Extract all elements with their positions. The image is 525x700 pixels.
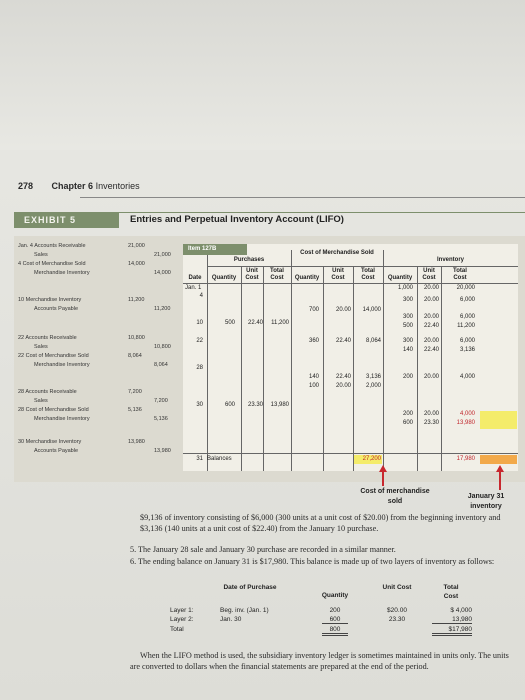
inv-qty: 200 <box>402 411 413 417</box>
column-header-quantity: Quantity <box>211 275 237 281</box>
summary-unit: 23.30 <box>388 616 406 623</box>
journal-account: Merchandise Inventory <box>34 270 90 276</box>
journal-debit: 21,000 <box>128 243 145 249</box>
column-divider <box>353 266 354 471</box>
journal-line <box>18 389 198 398</box>
journal-line <box>18 270 198 279</box>
summary-total-label: Total <box>170 626 184 633</box>
journal-entry <box>18 243 198 279</box>
journal-account: Merchandise Inventory <box>34 416 90 422</box>
sold-qty: 700 <box>308 307 319 313</box>
summary-header-unit: Unit Cost <box>382 584 412 591</box>
balances-label: Balances <box>207 456 232 462</box>
layer-summary-table <box>170 580 510 650</box>
summary-header-date: Date of Purchase <box>223 584 277 591</box>
cogs-header: Cost of Merchandise Sold <box>300 250 374 256</box>
inv-total: 20,000 <box>456 285 475 291</box>
journal-credit: 11,200 <box>154 306 171 312</box>
inv-total: 11,200 <box>457 323 475 329</box>
group-divider <box>383 250 384 471</box>
journal-credit: 7,200 <box>154 398 168 404</box>
column-header-cost: Cost <box>361 275 375 281</box>
journal-account: 28 Accounts Receivable <box>18 389 77 395</box>
summary-layer: Layer 2: <box>170 616 194 623</box>
header-rule <box>80 197 525 198</box>
sold-unit: 22.40 <box>335 338 351 344</box>
column-header-cost: Cost <box>422 275 436 281</box>
column-header-unit: Unit <box>423 268 435 274</box>
journal-entry <box>18 335 198 371</box>
sold-total: 3,136 <box>365 374 381 380</box>
inventory-arrow-shaft <box>499 470 501 490</box>
summary-grand-total: $17,980 <box>432 626 472 636</box>
purch-qty: 500 <box>224 320 235 326</box>
journal-debit: 5,136 <box>128 407 142 413</box>
inv-total: 4,000 <box>459 411 475 417</box>
inv-unit: 20.00 <box>423 314 439 320</box>
journal-credit: 21,000 <box>154 252 171 258</box>
journal-line <box>18 344 198 353</box>
column-header-total: Total <box>361 268 375 274</box>
journal-account: 30 Merchandise Inventory <box>18 439 82 445</box>
sold-total: 2,000 <box>365 383 381 389</box>
date-jan31: 31 <box>196 456 203 462</box>
journal-line <box>18 297 198 306</box>
journal-line <box>18 362 198 371</box>
inv-unit: 20.00 <box>423 285 439 291</box>
column-header-unit: Unit <box>332 268 344 274</box>
inv-qty: 300 <box>402 314 413 320</box>
journal-line <box>18 306 198 315</box>
running-head <box>18 181 140 191</box>
summary-header-quantity: Quantity <box>321 592 349 599</box>
journal-entry <box>18 389 198 425</box>
inventory-arrow-head <box>496 465 504 472</box>
journal-entry <box>18 297 198 315</box>
journal-line <box>18 353 198 362</box>
paragraph-lifo-note: When the LIFO method is used, the subsidiary inventory ledger is sometimes maintained in units only. The units are converted to dollars when the financial statements are prepared at the end of the period. <box>130 651 509 671</box>
journal-line <box>18 261 198 270</box>
column-header-cost: Cost <box>331 275 345 281</box>
journal-account: 10 Merchandise Inventory <box>18 297 82 303</box>
journal-account: Accounts Payable <box>34 306 79 312</box>
sold-total: 8,064 <box>365 338 381 344</box>
inv-qty: 200 <box>402 374 413 380</box>
summary-total: 13,980 <box>432 616 472 624</box>
sold-total: 14,000 <box>362 307 381 313</box>
column-header-quantity: Quantity <box>387 275 413 281</box>
journal-account: Jan. 4 Accounts Receivable <box>18 243 86 249</box>
inv-total: 6,000 <box>459 314 475 320</box>
chapter-title: Inventories <box>95 181 140 191</box>
journal-account: Sales <box>34 252 48 258</box>
highlight-ending-layers <box>480 411 517 429</box>
inventory-header: Inventory <box>436 257 464 263</box>
summary-date: Jan. 30 <box>220 616 242 623</box>
purch-unit: 22.40 <box>247 320 263 326</box>
inv-qty: 500 <box>402 323 413 329</box>
inv-unit: 22.40 <box>423 323 439 329</box>
summary-quantity: 600 <box>322 616 348 624</box>
date-jan22: 22 <box>196 338 203 344</box>
journal-account: 28 Cost of Merchandise Sold <box>18 407 89 413</box>
cogs-caption: Cost of merchandise sold <box>360 488 430 505</box>
ledger-item-tab: Item 127B <box>183 244 247 255</box>
journal-line <box>18 335 198 344</box>
journal-credit: 13,980 <box>154 448 171 454</box>
inv-unit: 20.00 <box>423 374 439 380</box>
column-divider <box>263 266 264 471</box>
date-jan30: 30 <box>196 402 203 408</box>
journal-debit: 14,000 <box>128 261 145 267</box>
date-jan10: 10 <box>196 320 203 326</box>
summary-layer: Layer 1: <box>170 607 194 614</box>
journal-account: Merchandise Inventory <box>34 362 90 368</box>
journal-credit: 10,800 <box>154 344 171 350</box>
column-header-total: Total <box>453 268 467 274</box>
inv-total: 4,000 <box>459 374 475 380</box>
journal-debit: 11,200 <box>128 297 145 303</box>
inv-total: 6,000 <box>459 297 475 303</box>
column-header-unit: Unit <box>246 268 258 274</box>
inv-qty: 600 <box>402 420 413 426</box>
journal-account: 4 Cost of Merchandise Sold <box>18 261 86 267</box>
inventory-caption: January 31 inventory <box>467 493 505 510</box>
inv-total: 13,980 <box>456 420 475 426</box>
journal-credit: 8,064 <box>154 362 168 368</box>
summary-date: Beg. inv. (Jan. 1) <box>220 607 269 614</box>
summary-total-quantity: 800 <box>322 626 348 636</box>
journal-line <box>18 243 198 252</box>
summary-total: $ 4,000 <box>450 607 472 614</box>
page-number: 278 <box>18 181 34 191</box>
inv-total: 3,136 <box>459 347 475 353</box>
date-jan28: 28 <box>196 365 203 371</box>
column-header-cost: Cost <box>245 275 259 281</box>
balances-rule <box>183 453 518 454</box>
inv-qty: 300 <box>402 338 413 344</box>
journal-line <box>18 252 198 261</box>
sold-unit: 20.00 <box>335 383 351 389</box>
journal-account: Sales <box>34 344 48 350</box>
date-jan4: 4 <box>199 293 203 299</box>
inv-unit: 20.00 <box>423 338 439 344</box>
group-divider <box>207 250 208 471</box>
journal-credit: 5,136 <box>154 416 168 422</box>
group-divider <box>291 250 292 471</box>
sold-qty: 100 <box>308 383 319 389</box>
cogs-arrow-head <box>379 465 387 472</box>
column-header-cost: Cost <box>270 275 284 281</box>
column-header-date: Date <box>188 275 202 281</box>
column-divider <box>241 266 242 471</box>
cogs-arrow-shaft <box>382 470 384 486</box>
cogs-total: 27,200 <box>362 456 381 462</box>
exhibit-rule <box>119 212 525 213</box>
journal-line <box>18 448 198 457</box>
inv-unit: 20.00 <box>423 411 439 417</box>
journal-account: 22 Cost of Merchandise Sold <box>18 353 89 359</box>
journal-entry <box>18 439 198 457</box>
list-item-5: 5. The January 28 sale and January 30 purchase are recorded in a similar manner. <box>130 545 396 554</box>
sold-unit: 22.40 <box>335 374 351 380</box>
highlight-inventory-total <box>480 455 517 464</box>
page-background <box>0 0 525 150</box>
column-header-cost: Cost <box>453 275 467 281</box>
sold-qty: 360 <box>308 338 319 344</box>
journal-line <box>18 416 198 425</box>
sold-unit: 20.00 <box>335 307 351 313</box>
journal-debit: 13,980 <box>128 439 145 445</box>
exhibit-header <box>14 212 525 228</box>
paragraph-layer-description: $9,136 of inventory consisting of $6,000 (300 units at a unit cost of $20.00) from the beginning inventory and $3,136 (140 units at a unit cost of $22.40) from the January 10 purchase. <box>140 513 501 533</box>
inv-total: 6,000 <box>459 338 475 344</box>
list-item-6: 6. The ending balance on January 31 is $17,980. This balance is made up of two layers of inventory as follows: <box>130 557 495 566</box>
summary-unit: $20.00 <box>387 607 407 614</box>
inv-unit: 20.00 <box>423 297 439 303</box>
column-header-quantity: Quantity <box>294 275 320 281</box>
column-divider <box>323 266 324 471</box>
inventory-ledger <box>183 244 518 471</box>
purch-total: 11,200 <box>271 320 289 326</box>
exhibit-tag: EXHIBIT 5 <box>14 212 119 228</box>
journal-account: Sales <box>34 398 48 404</box>
journal-account: Accounts Payable <box>34 448 79 454</box>
journal-credit: 14,000 <box>154 270 171 276</box>
inv-qty: 300 <box>402 297 413 303</box>
inv-qty: 1,000 <box>397 285 413 291</box>
journal-debit: 10,800 <box>128 335 145 341</box>
header-rule-top <box>207 266 518 267</box>
sold-qty: 140 <box>308 374 319 380</box>
journal-account: 22 Accounts Receivable <box>18 335 77 341</box>
summary-quantity: 200 <box>329 607 341 614</box>
journal-line <box>18 398 198 407</box>
purchases-header: Purchases <box>233 257 265 263</box>
summary-header-total: Total Cost <box>443 584 459 600</box>
header-rule-bottom <box>183 283 518 284</box>
journal-debit: 8,064 <box>128 353 142 359</box>
purch-unit: 23.30 <box>247 402 263 408</box>
journal-line <box>18 407 198 416</box>
exhibit-title: Entries and Perpetual Inventory Account (LIFO) <box>130 214 344 225</box>
inv-unit: 22.40 <box>423 347 439 353</box>
chapter-label: Chapter 6 <box>51 181 94 191</box>
inv-qty: 140 <box>402 347 413 353</box>
purch-total: 13,980 <box>270 402 289 408</box>
inventory-total: 17,980 <box>456 456 475 462</box>
purch-qty: 600 <box>224 402 235 408</box>
inv-unit: 23.30 <box>423 420 439 426</box>
journal-debit: 7,200 <box>128 389 142 395</box>
journal-line <box>18 439 198 448</box>
column-header-total: Total <box>270 268 284 274</box>
date-jan1: Jan. 1 <box>185 285 202 291</box>
